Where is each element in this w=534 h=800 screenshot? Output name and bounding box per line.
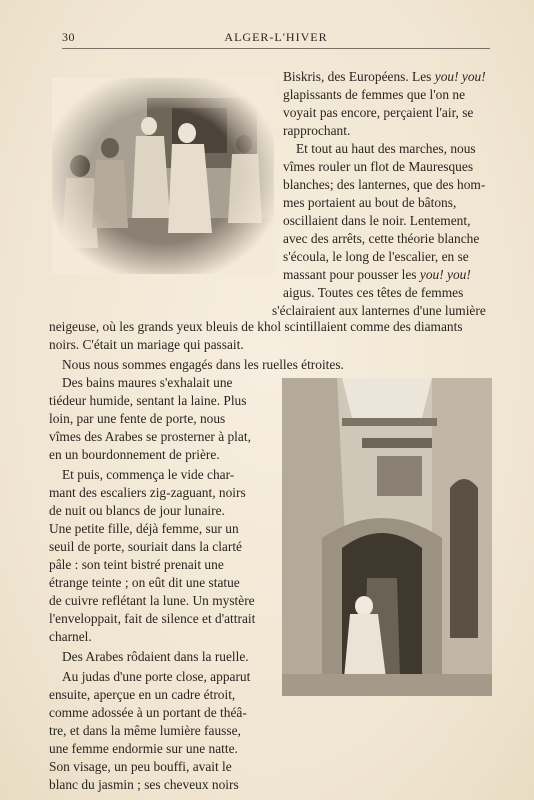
text-line: étrange teinte ; on eût dit une statue — [49, 575, 240, 590]
text-line: neigeuse, où les grands yeux bleuis de khol scintillaient comme des diamants — [49, 319, 463, 334]
text-line: vîmes des Arabes se prosterner à plat, — [49, 429, 251, 444]
text-line: avec des arrêts, cette théorie blanche — [283, 231, 480, 246]
text-line: Des bains maures s'exhalait une — [62, 375, 233, 390]
alley-archway-photo — [282, 378, 492, 696]
text-line: s'éclairaient aux lanternes d'une lumière — [272, 303, 486, 318]
text-line: blanc du jasmin ; ses cheveux noirs — [49, 777, 239, 792]
text-line: noirs. C'était un mariage qui passait. — [49, 337, 244, 352]
text-line: Biskris, des Européens. Les you! you! — [283, 69, 486, 84]
running-header — [62, 28, 490, 49]
text-line: mes portaient au bout de bâtons, — [283, 195, 457, 210]
text-line: mant des escaliers zig-zaguant, noirs — [49, 485, 246, 500]
text-line: de cuivre reflétant la lune. Un mystère — [49, 593, 255, 608]
text-line: Et tout au haut des marches, nous — [296, 141, 476, 156]
text-line: de nuit ou blancs de jour lunaire. — [49, 503, 225, 518]
text-line: aigus. Toutes ces têtes de femmes — [283, 285, 464, 300]
text-line: glapissants de femmes que l'on ne — [283, 87, 466, 102]
text-line: charnel. — [49, 629, 92, 644]
text-line: l'enveloppait, fait de silence et d'attrait — [49, 611, 256, 626]
text-line: Et puis, commença le vide char- — [62, 467, 235, 482]
text-line: massant pour pousser les you! you! — [283, 267, 471, 282]
text-line: pâle : son teint bistré prenait une — [49, 557, 224, 572]
text-line: oscillaient dans le noir. Lentement, — [283, 213, 471, 228]
text-line: ensuite, aperçue en un cadre étroit, — [49, 687, 236, 702]
text-line: loin, par une fente de porte, nous — [49, 411, 226, 426]
text-line: Nous nous sommes engagés dans les ruelles étroites. — [62, 357, 344, 372]
text-line: blanches; des lanternes, que des hom- — [283, 177, 486, 192]
text-line: Des Arabes rôdaient dans la ruelle. — [62, 649, 249, 664]
running-title: ALGER-L'HIVER — [224, 30, 328, 44]
text-line: en un bourdonnement de prière. — [49, 447, 220, 462]
text-line: vîmes rouler un flot de Mauresques — [283, 159, 474, 174]
alley-illustration — [282, 378, 492, 696]
street-group-illustration — [52, 78, 274, 274]
text-line: tre, et dans la même lumière fausse, — [49, 723, 241, 738]
page-number: 30 — [62, 30, 75, 44]
text-line: une femme endormie sur une natte. — [49, 741, 238, 756]
text-line: comme adossée à un portant de théâ- — [49, 705, 247, 720]
text-line: Une petite fille, déjà femme, sur un — [49, 521, 239, 536]
text-line: s'écoula, le long de l'escalier, en se — [283, 249, 469, 264]
text-line: voyait pas encore, perçaient l'air, se — [283, 105, 474, 120]
text-line: tiédeur humide, sentant la laine. Plus — [49, 393, 247, 408]
text-line: seuil de porte, souriait dans la clarté — [49, 539, 242, 554]
text-line: Son visage, un peu bouffi, avait le — [49, 759, 232, 774]
text-line: rapprochant. — [283, 123, 351, 138]
street-group-photo — [52, 78, 274, 274]
text-line: Au judas d'une porte close, apparut — [62, 669, 251, 684]
